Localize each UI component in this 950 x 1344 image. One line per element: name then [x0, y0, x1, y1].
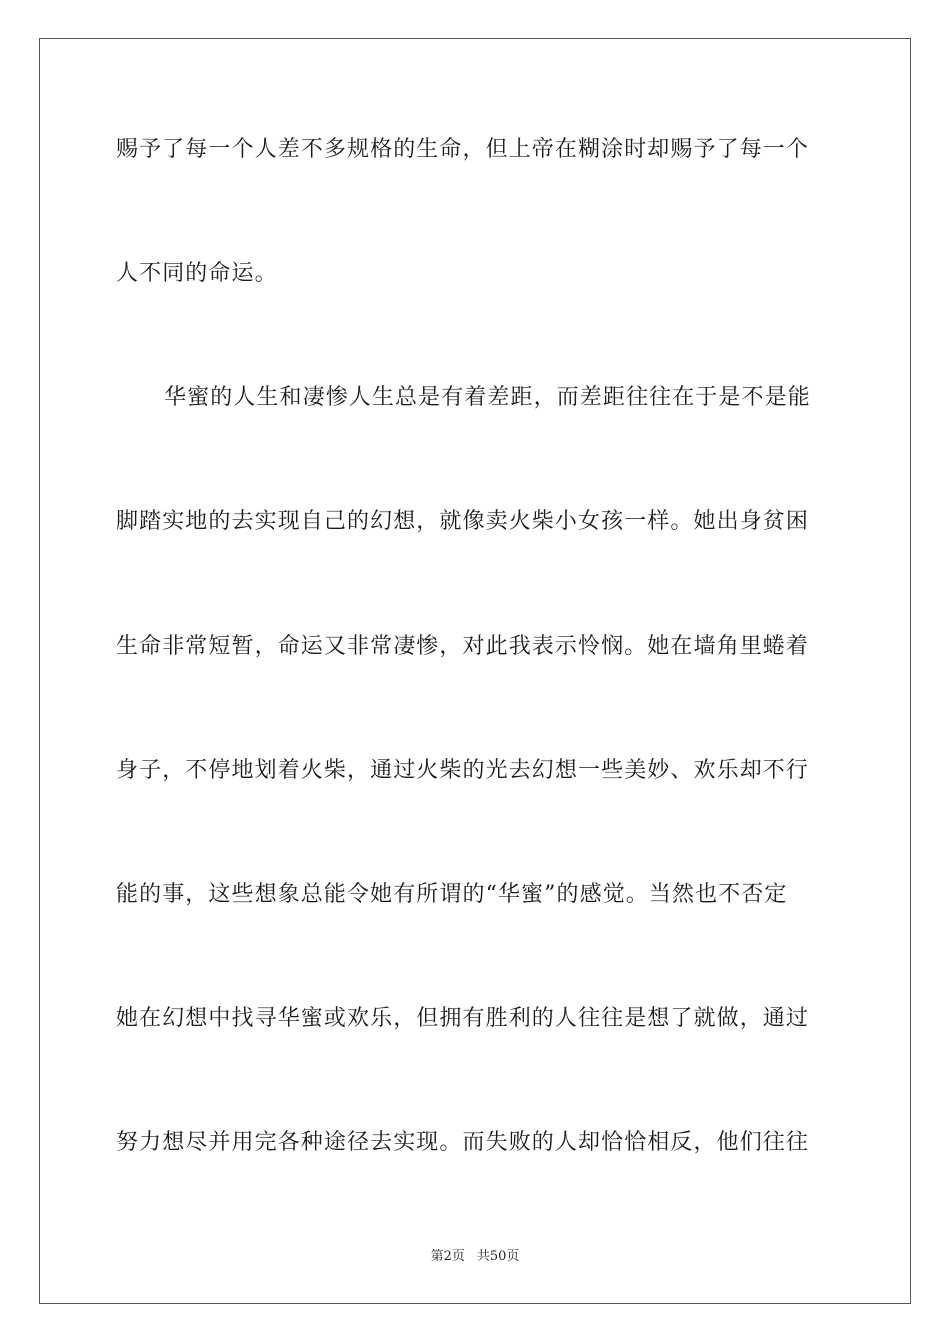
page-border [39, 38, 911, 1304]
text-line: 她在幻想中找寻华蜜或欢乐，但拥有胜利的人往往是想了就做，通过 [116, 1006, 810, 1031]
text-line: 生命非常短暂，命运又非常凄惨，对此我表示怜悯。她在墙角里蜷着 [116, 634, 810, 659]
total-pages: 共50页 [476, 1249, 520, 1264]
text-line: 人不同的命运。 [116, 261, 278, 286]
page-number: 第2页 [430, 1249, 465, 1264]
text-line: 身子，不停地划着火柴，通过火柴的光去幻想一些美妙、欢乐却不行 [116, 758, 810, 783]
text-line: 赐予了每一个人差不多规格的生命，但上帝在糊涂时却赐予了每一个 [116, 137, 810, 162]
text-line: 努力想尽并用完各种途径去实现。而失败的人却恰恰相反，他们往往 [116, 1130, 810, 1155]
text-line: 脚踏实地的去实现自己的幻想，就像卖火柴小女孩一样。她出身贫困 [116, 509, 810, 534]
paragraph-first-line: 华蜜的人生和凄惨人生总是有着差距，而差距往往在于是不是能 [164, 385, 811, 410]
page-footer [0, 1248, 950, 1266]
text-line: 能的事，这些想象总能令她有所谓的“华蜜”的感觉。当然也不否定 [116, 882, 788, 907]
